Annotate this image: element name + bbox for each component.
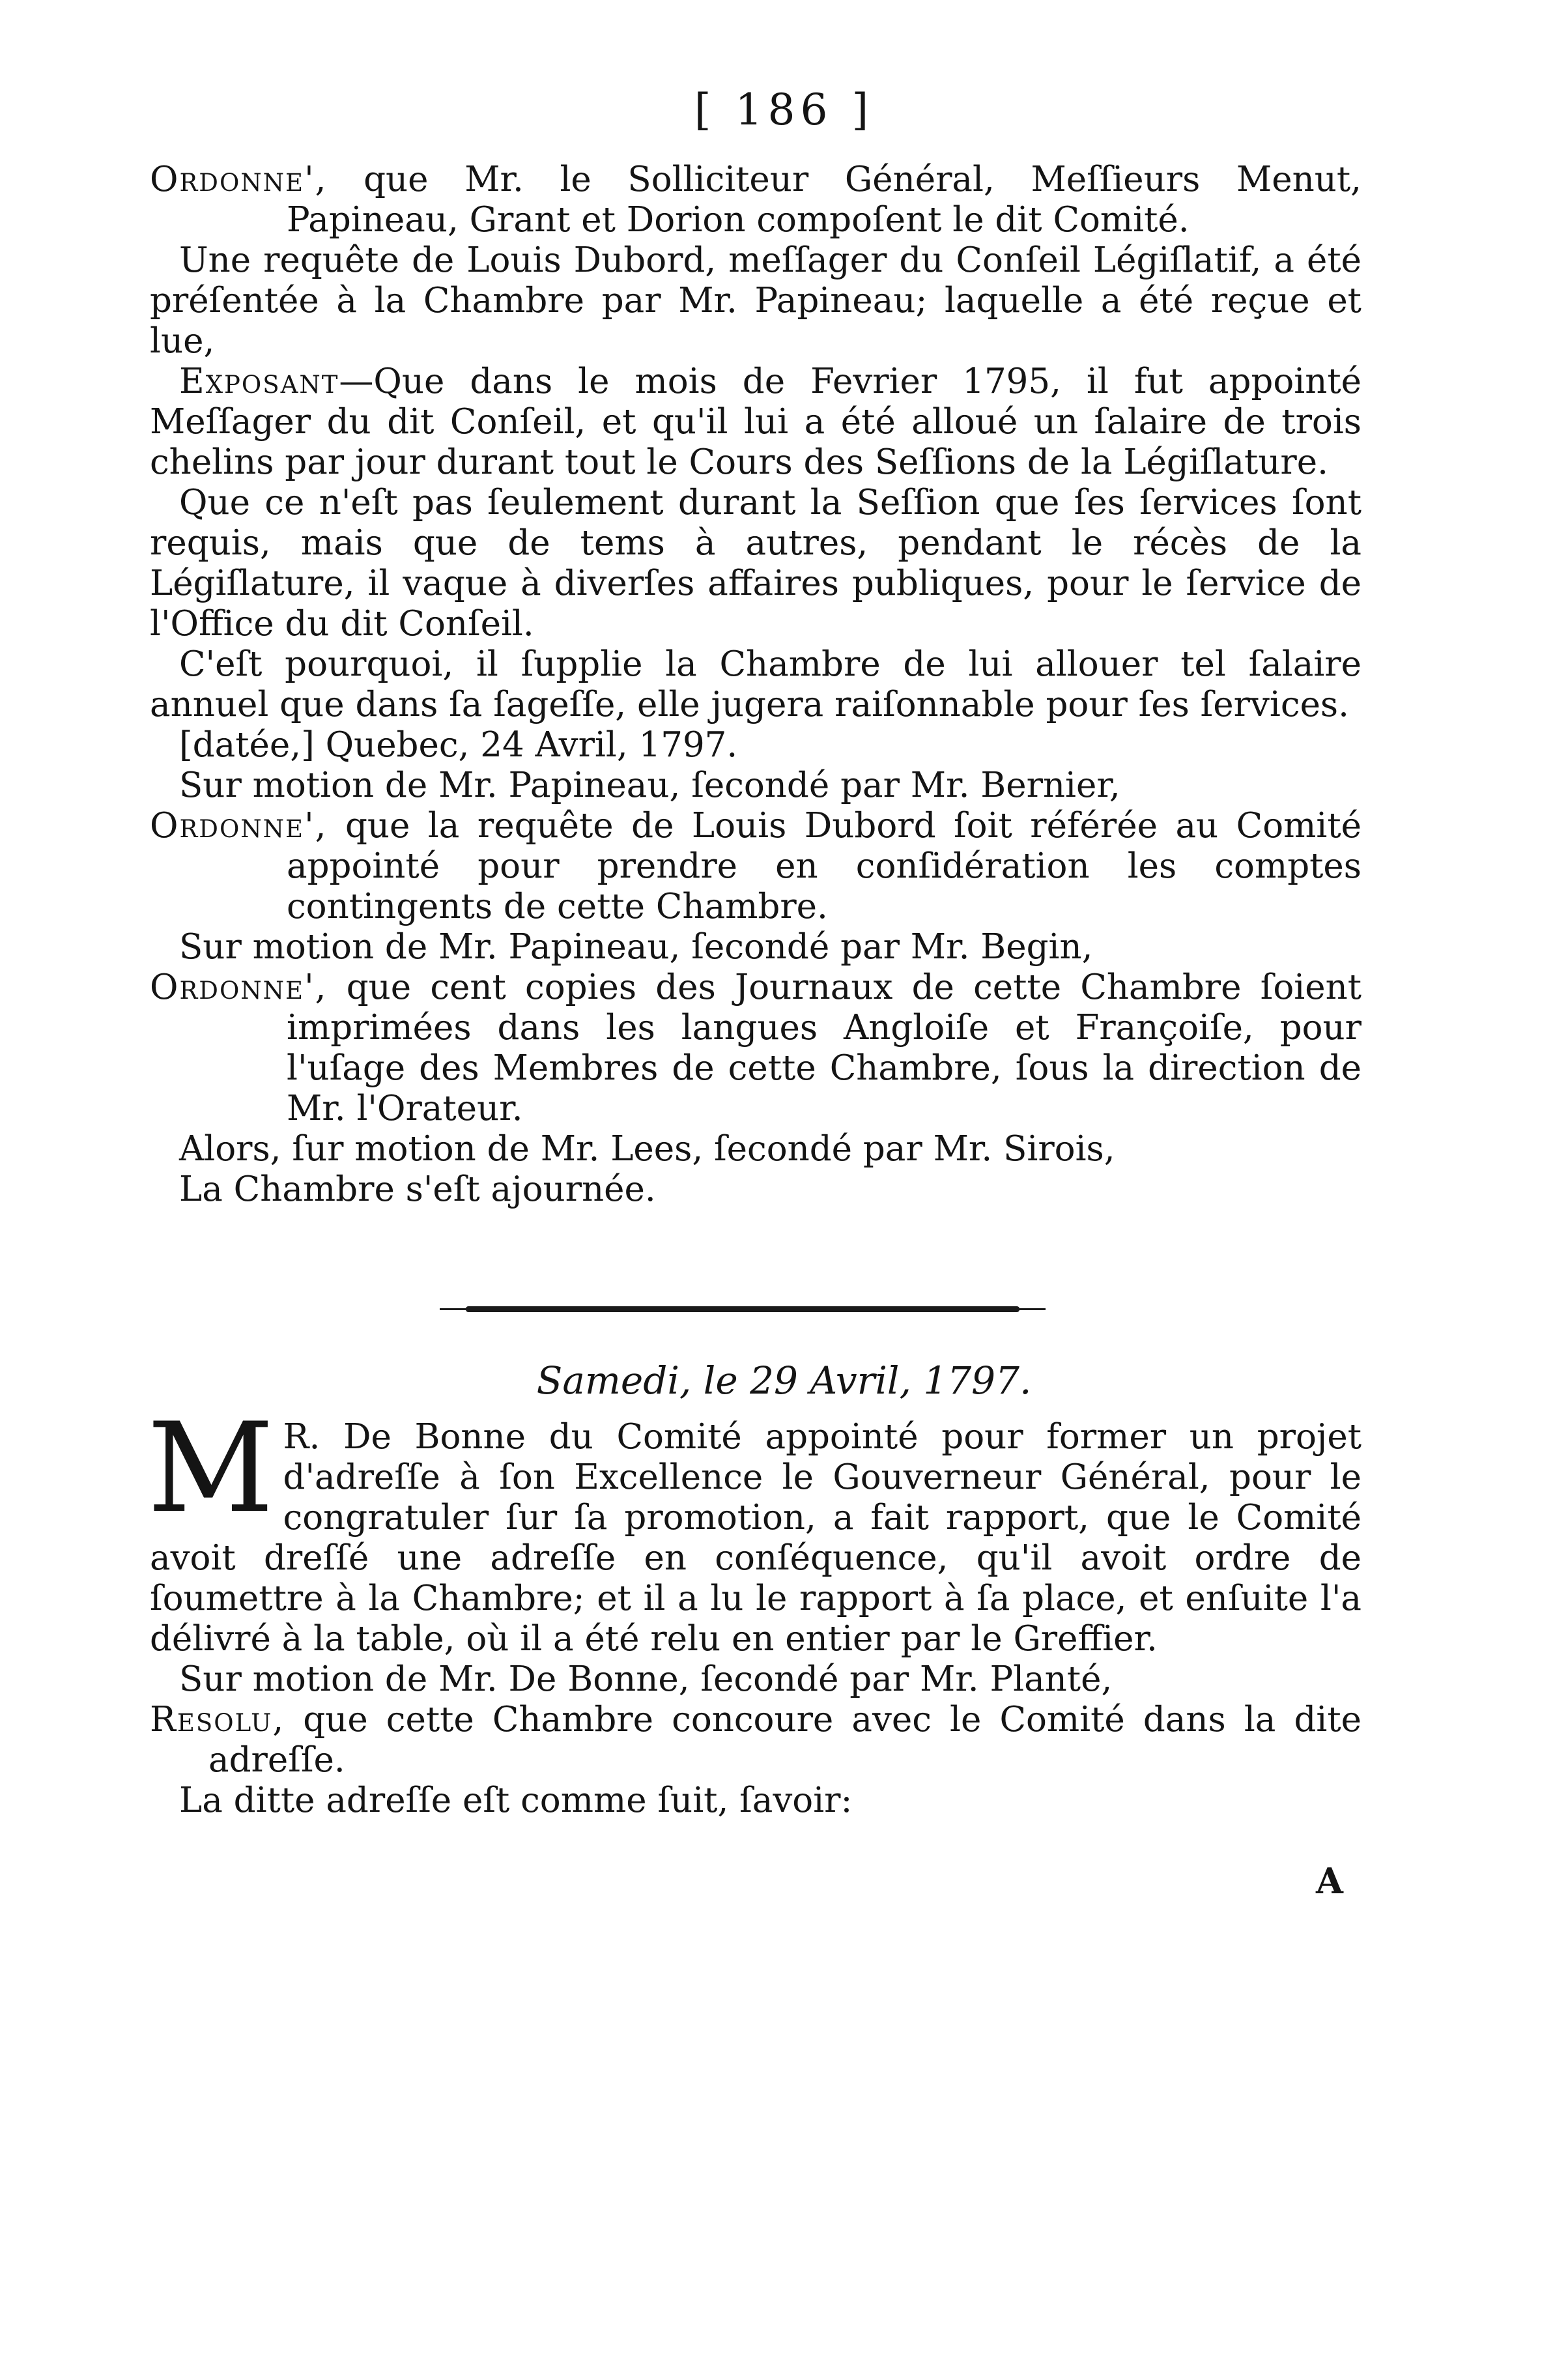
paragraph-text: que Mr. le Solliciteur Général, Meſſieurs Menut, Papineau, Grant et Dorion compoſent le dit Comité. (287, 160, 1361, 240)
journal-paragraph (150, 160, 1361, 240)
journal-paragraph (150, 967, 1361, 1129)
journal-paragraph (150, 725, 1361, 766)
paragraph-text: Sur motion de Mr. Papineau, ſecondé par Mr. Bernier, (179, 766, 1120, 805)
page-number: [ 186 ] (694, 85, 874, 135)
journal-paragraph (150, 1169, 1361, 1210)
journal-paragraph (150, 483, 1361, 644)
paragraph-text: C'eſt pourquoi, il ſupplie la Chambre de lui allouer tel ſalaire annuel que dans ſa ſageſſe, elle jugera raiſonnable pour ſes ſervices. (150, 644, 1361, 724)
paragraph-lead: Exposant (179, 362, 339, 401)
paragraph-text: que la requête de Louis Dubord ſoit référée au Comité appointé pour prendre en conſidération les comptes contingents de cette Chambre. (287, 806, 1361, 926)
paragraph-text: Que ce n'eſt pas ſeulement durant la Seſſion que ſes ſervices ſont requis, mais que de tems à autres, pendant le récès de la Légiſlature, il vaque à diverſes affaires publiques, pour le ſervice de l'Office du dit Conſeil. (150, 483, 1361, 644)
journal-paragraph (150, 927, 1361, 967)
journal-paragraph (150, 240, 1361, 362)
closing-line: La ditte adreſſe eſt comme ſuit, ſavoir: (179, 1781, 853, 1820)
paragraph-lead: Ordonne', (150, 967, 328, 1007)
journal-paragraph (150, 1129, 1361, 1169)
paragraph-text: Sur motion de Mr. Papineau, ſecondé par Mr. Begin, (179, 927, 1093, 967)
motion-line: Sur motion de Mr. De Bonne, ſecondé par Mr. Planté, (179, 1659, 1113, 1699)
paragraph-text: que cent copies des Journaux de cette Chambre ſoient imprimées dans les langues Angloiſe et Françoiſe, pour l'uſage des Membres de cette Chambre, ſous la direction de Mr. l'Orateur. (287, 967, 1361, 1128)
resolu-label: Resolu, (150, 1700, 285, 1740)
resolu-text: que cette Chambre concoure avec le Comité dans la dite adreſſe. (208, 1700, 1361, 1780)
paragraph-text: La Chambre s'eſt ajournée. (179, 1169, 656, 1209)
catchword: A (1316, 1860, 1343, 1902)
journal-entries (150, 160, 1361, 1210)
paragraph-text: Une requête de Louis Dubord, meſſager du Conſeil Légiſlatif, a été préſentée à la Chambre par Mr. Papineau; laquelle a été reçue et lue, (150, 240, 1361, 361)
paragraph-text: —Que dans le mois de Fevrier 1795, il fut appointé Meſſager du dit Conſeil, et qu'il lui a été alloué un ſalaire de trois chelins par jour durant tout le Cours des Seſſions de la Légiſlature. (150, 362, 1361, 482)
paragraph-lead: Ordonne', (150, 160, 328, 199)
journal-paragraph (150, 362, 1361, 483)
date-heading: Samedi, le 29 Avril, 1797. (536, 1358, 1032, 1403)
paragraph-text: Alors, ſur motion de Mr. Lees, ſecondé par Mr. Sirois, (179, 1129, 1115, 1169)
section-divider (466, 1306, 1019, 1312)
opening-text: R. De Bonne du Comité appointé pour former un projet d'adreſſe à ſon Excellence le Gouverneur Général, pour le congratuler ſur ſa promotion, a fait rapport, que le Comité avoit dreſſé une adreſſe en conſéquence, qu'il avoit ordre de ſoumettre à la Chambre; et il a lu le rapport à ſa place, et enſuite l'a délivré à la table, où il a été relu en entier par le Greffier. (150, 1417, 1361, 1659)
journal-paragraph (150, 766, 1361, 806)
drop-cap: M (147, 1396, 274, 1540)
opening-paragraph (147, 1396, 1361, 1659)
paragraph-text: [datée,] Quebec, 24 Avril, 1797. (179, 725, 738, 765)
resolution (150, 1700, 1361, 1781)
journal-paragraph (150, 644, 1361, 725)
paragraph-lead: Ordonne', (150, 806, 328, 846)
second-entry (147, 1396, 1361, 1821)
journal-paragraph (150, 806, 1361, 927)
